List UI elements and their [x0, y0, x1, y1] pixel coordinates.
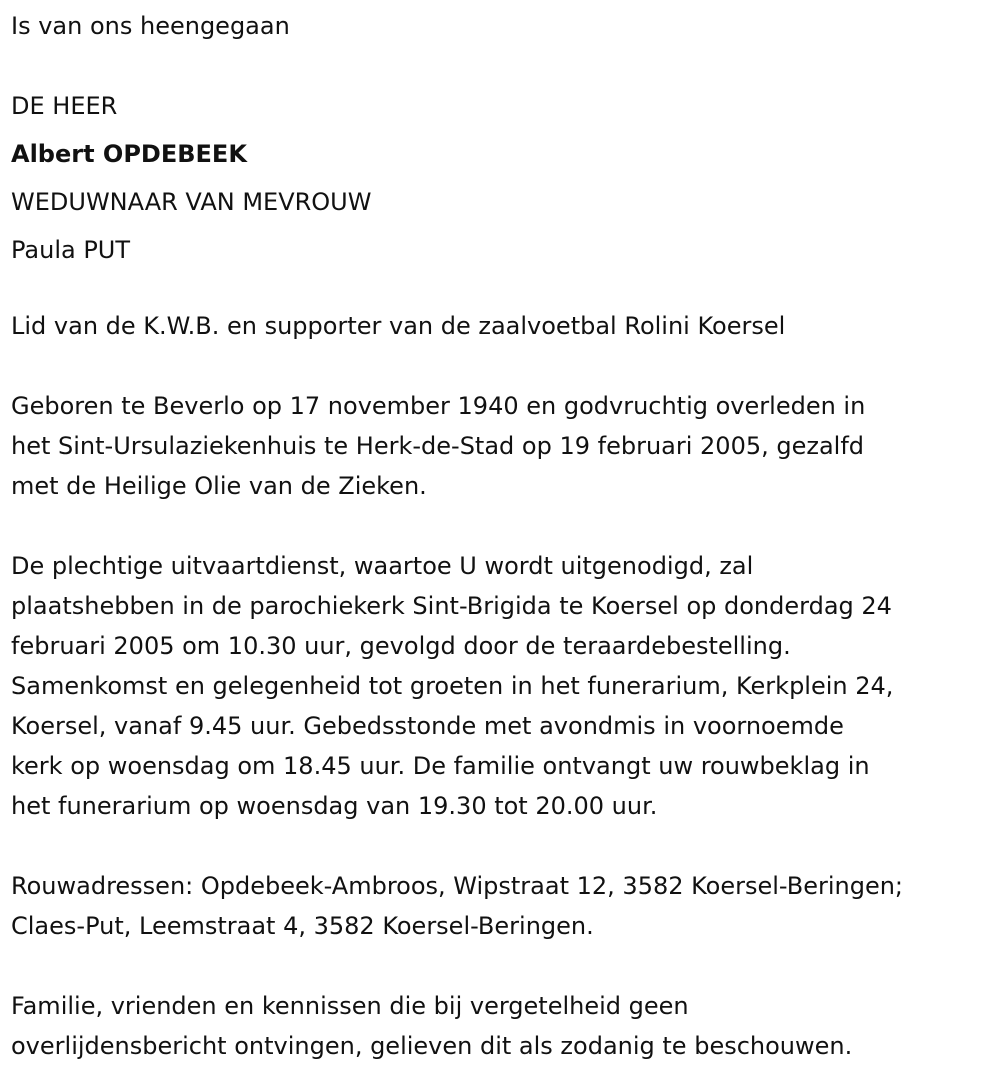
birth-death-line: het Sint-Ursulaziekenhuis te Herk-de-Stad op 19 februari 2005, gezalfd — [11, 432, 865, 460]
widower-label: WEDUWNAAR VAN MEVROUW — [11, 188, 372, 216]
funeral-line: De plechtige uitvaartdienst, waartoe U wordt uitgenodigd, zal — [11, 552, 754, 580]
birth-death-line: Geboren te Beverlo op 17 november 1940 en godvruchtig overleden in — [11, 392, 866, 420]
funeral-line: plaatshebben in de parochiekerk Sint-Brigida te Koersel op donderdag 24 — [11, 592, 892, 620]
funeral-line: Samenkomst en gelegenheid tot groeten in het funerarium, Kerkplein 24, — [11, 672, 894, 700]
deceased-name: Albert OPDEBEEK — [11, 140, 247, 168]
funeral-line: kerk op woensdag om 18.45 uur. De familie ontvangt uw rouwbeklag in — [11, 752, 870, 780]
funeral-line: het funerarium op woensdag van 19.30 tot 20.00 uur. — [11, 792, 658, 820]
title-prefix: DE HEER — [11, 92, 118, 120]
closing-line: overlijdensbericht ontvingen, gelieven dit als zodanig te beschouwen. — [11, 1032, 853, 1060]
funeral-paragraph — [11, 546, 996, 826]
spouse-name: Paula PUT — [11, 236, 131, 264]
spacer — [11, 46, 996, 86]
funeral-line: februari 2005 om 10.30 uur, gevolgd door de teraardebestelling. — [11, 632, 791, 660]
closing-paragraph — [11, 986, 996, 1066]
intro-text: Is van ons heengegaan — [11, 12, 290, 40]
address-line: Claes-Put, Leemstraat 4, 3582 Koersel-Beringen. — [11, 912, 594, 940]
birth-death-paragraph — [11, 386, 996, 506]
spacer — [11, 506, 996, 546]
closing-line: Familie, vrienden en kennissen die bij vergetelheid geen — [11, 992, 689, 1020]
address-line: Rouwadressen: Opdebeek-Ambroos, Wipstraat 12, 3582 Koersel-Beringen; — [11, 872, 904, 900]
funeral-line: Koersel, vanaf 9.45 uur. Gebedsstonde met avondmis in voornoemde — [11, 712, 844, 740]
spacer — [11, 826, 996, 866]
addresses-paragraph — [11, 866, 996, 946]
obituary-notice — [11, 6, 996, 1066]
spacer — [11, 946, 996, 986]
spacer — [11, 346, 996, 386]
birth-death-line: met de Heilige Olie van de Zieken. — [11, 472, 427, 500]
membership-text: Lid van de K.W.B. en supporter van de zaalvoetbal Rolini Koersel — [11, 312, 786, 340]
